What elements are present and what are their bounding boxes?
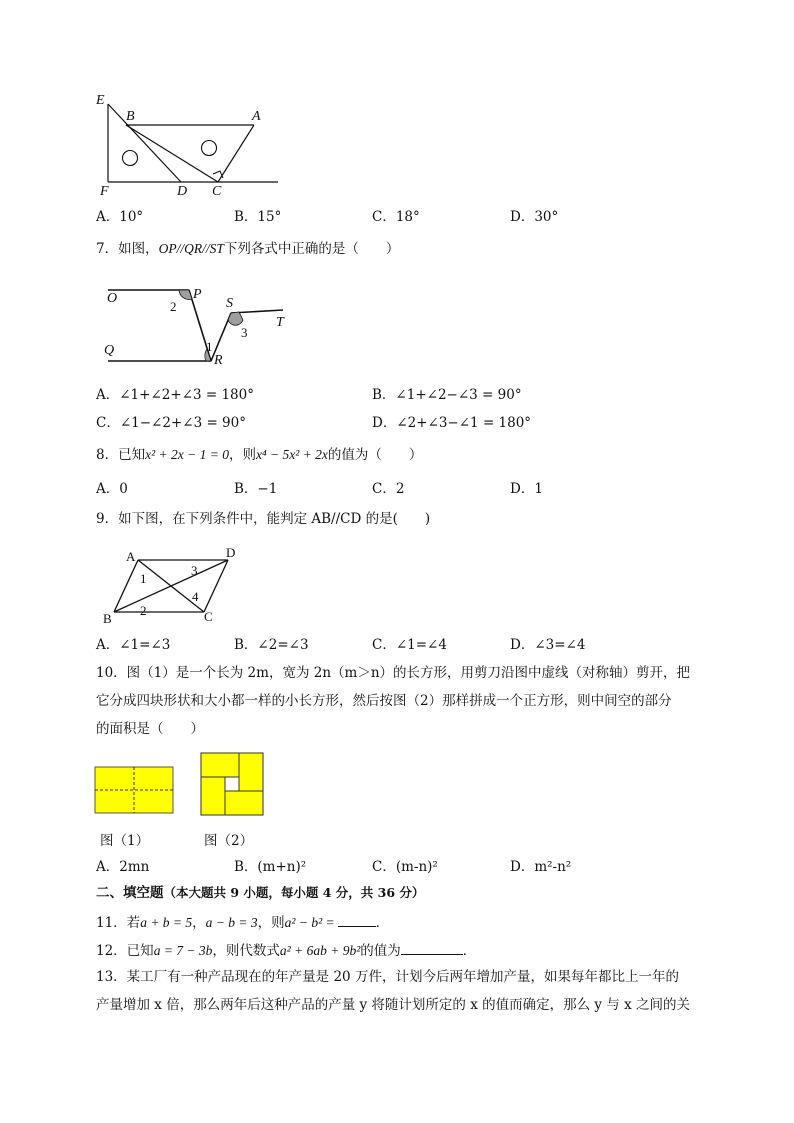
label-C: C [212, 184, 222, 199]
q10-option-d[interactable]: D．m²-n² [510, 859, 572, 875]
q6-option-a[interactable]: A．10° [96, 209, 144, 225]
q10-line-2: 它分成四块形状和大小都一样的小长方形，然后按图（2）那样拼成一个正方形，则中间空的部分 [96, 693, 672, 709]
q10-line-1: 10．图（1）是一个长为 2m，宽为 2n（m＞n）的长方形，用剪刀沿图中虚线（对称轴）剪开，把 [96, 665, 691, 681]
q9-option-a[interactable]: A．∠1=∠3 [96, 637, 171, 653]
label-angle-3: 3 [241, 325, 248, 340]
q11-eq-2: a − b = 3 [205, 915, 258, 930]
q8-mid: ，则 [228, 447, 256, 463]
section-2-heading [96, 884, 424, 902]
label-A: A [252, 109, 261, 124]
q10-option-a[interactable]: A．2mn [96, 859, 150, 875]
q13-line-2: 产量增加 x 倍，那么两年后这种产品的产量 y 将随计划所定的 x 的值而确定，那么 y 与 x 之间的关 [96, 997, 691, 1013]
q7-formula: OP//QR//ST [158, 241, 224, 256]
q11-answer-blank[interactable] [338, 912, 376, 927]
q10-caption-1: 图（1） [100, 833, 150, 849]
q9-option-b[interactable]: B．∠2=∠3 [234, 637, 309, 653]
q11-mid: ，则 [257, 915, 285, 931]
q10-option-c[interactable]: C．(m-n)² [372, 859, 438, 875]
q12-eq-1: a = 7 − 3b [153, 943, 213, 958]
label-angle-2: 2 [170, 299, 177, 314]
q9-option-c[interactable]: C．∠1=∠4 [372, 637, 447, 653]
q10-figure-1 [94, 766, 176, 816]
q8-suffix: 的值为（ ） [327, 447, 423, 463]
q9-angle-1: 1 [140, 571, 147, 586]
q13-line-1: 13．某工厂有一种产品现在的年产量是 20 万件，计划今后两年增加产量，如果每年都比上一年的 [96, 969, 679, 985]
q11-eq-1: a + b = 5 [140, 915, 193, 930]
q9-label-A: A [126, 549, 136, 564]
q8-option-d[interactable]: D．1 [510, 481, 543, 497]
q9-angle-4: 4 [192, 589, 199, 604]
q12-prefix: 12．已知 [96, 943, 154, 959]
q12-suffix: 的值为 [360, 943, 401, 959]
q10-caption-2: 图（2） [204, 833, 254, 849]
label-B: B [126, 109, 135, 124]
q11-stem [96, 912, 389, 932]
q9-label-C: C [204, 609, 213, 624]
q6-figure [92, 92, 292, 202]
q9-stem: 9．如下图，在下列条件中，能判定 AB//CD 的是( ) [96, 511, 431, 527]
q10-option-b[interactable]: B．(m+n)² [234, 859, 307, 875]
q12-end: ． [462, 943, 477, 959]
label-R: R [214, 353, 223, 368]
label-S: S [226, 296, 233, 311]
q11-prefix: 11．若 [96, 915, 141, 931]
q9-label-B: B [103, 611, 112, 626]
q8-condition: x² + 2x − 1 = 0 [145, 447, 229, 462]
label-angle-1: 1 [206, 339, 213, 354]
q7-option-c[interactable]: C．∠1−∠2+∠3 = 90° [96, 415, 246, 431]
q9-label-D: D [226, 545, 236, 560]
q8-expression: x⁴ − 5x² + 2x [255, 447, 328, 462]
q7-option-b[interactable]: B．∠1+∠2−∠3 = 90° [372, 387, 522, 403]
section-2-note: （本大题共 9 小题，每小题 4 分，共 36 分） [163, 885, 425, 900]
label-D: D [177, 184, 188, 199]
q7-prefix: 7．如图， [96, 241, 159, 257]
q12-answer-blank[interactable] [401, 940, 463, 955]
section-2-title: 二、填空题 [96, 885, 164, 901]
q6-option-c[interactable]: C．18° [372, 209, 420, 225]
q12-stem [96, 940, 476, 960]
q7-suffix: 下列各式中正确的是（ ） [223, 241, 400, 257]
q9-angle-3: 3 [191, 563, 198, 578]
label-O: O [107, 291, 118, 306]
label-E: E [96, 93, 105, 108]
q12-mid: ，则代数式 [212, 943, 280, 959]
q7-stem [96, 240, 399, 258]
label-F: F [100, 184, 109, 199]
q8-option-b[interactable]: B．−1 [234, 481, 278, 497]
q8-stem [96, 446, 422, 464]
label-P: P [193, 287, 202, 302]
label-Q: Q [104, 343, 115, 358]
q8-prefix: 8．已知 [96, 447, 146, 463]
q11-sep: ， [192, 915, 206, 931]
q7-option-a[interactable]: A．∠1+∠2+∠3 = 180° [96, 387, 254, 403]
label-T: T [276, 315, 284, 330]
q6-option-d[interactable]: D．30° [510, 209, 559, 225]
q12-eq-2: a² + 6ab + 9b² [279, 943, 361, 958]
q7-option-d[interactable]: D．∠2+∠3−∠1 = 180° [372, 415, 532, 431]
q11-eq-3: a² − b² = [284, 915, 335, 930]
q10-figure-2 [200, 752, 266, 818]
q9-angle-2: 2 [140, 603, 147, 618]
q6-option-b[interactable]: B．15° [234, 209, 282, 225]
q10-line-3: 的面积是（ ） [96, 721, 204, 737]
q9-option-d[interactable]: D．∠3=∠4 [510, 637, 586, 653]
q8-option-a[interactable]: A．0 [96, 481, 128, 497]
q11-end: ． [375, 915, 390, 931]
q8-option-c[interactable]: C．2 [372, 481, 405, 497]
